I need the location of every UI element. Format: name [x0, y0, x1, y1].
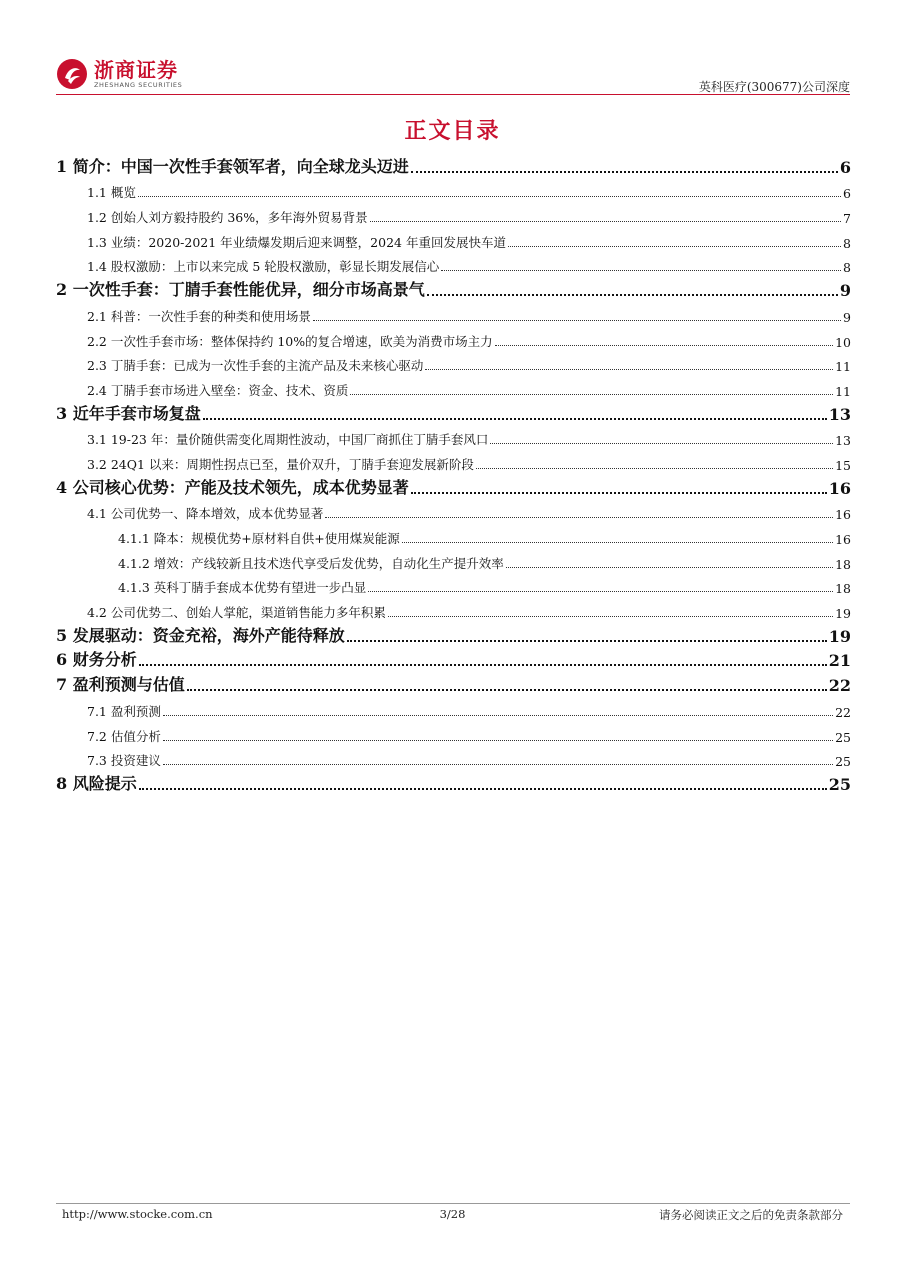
- toc-entry-level-2[interactable]: [56, 596, 851, 621]
- footer-page-number: 3/28: [439, 1207, 466, 1221]
- toc-entry-title: 4 公司核心优势：产能及技术领先，成本优势显著: [56, 477, 409, 497]
- logo-english-name: ZHESHANG SECURITIES: [94, 81, 183, 89]
- toc-entry-title: 7.3 投资建议: [87, 753, 161, 769]
- toc-entry-title: 1 简介：中国一次性手套领军者，向全球龙头迈进: [56, 156, 409, 176]
- toc-entry-page: 16: [835, 507, 851, 523]
- toc-entry-page: 11: [835, 383, 851, 399]
- toc-entry-level-1[interactable]: [56, 670, 851, 695]
- toc-leader-dots: [388, 616, 833, 617]
- toc-leader-dots: [163, 715, 833, 716]
- toc-entry-page: 25: [835, 729, 851, 745]
- toc-entry-level-1[interactable]: [56, 399, 851, 424]
- toc-leader-dots: [368, 591, 833, 592]
- toc-leader-dots: [495, 345, 833, 346]
- toc-leader-dots: [411, 171, 838, 173]
- toc-entry-title: 2.1 科普：一次性手套的种类和使用场景: [87, 308, 311, 324]
- toc-entry-page: 25: [835, 754, 851, 770]
- toc-entry-level-3[interactable]: [56, 547, 851, 572]
- toc-entry-title: 3 近年手套市场复盘: [56, 403, 201, 423]
- toc-entry-level-3[interactable]: [56, 572, 851, 597]
- toc-entry-level-1[interactable]: [56, 152, 851, 177]
- toc-entry-level-2[interactable]: [56, 226, 851, 251]
- toc-leader-dots: [476, 468, 833, 469]
- toc-entry-level-2[interactable]: [56, 325, 851, 350]
- toc-entry-title: 1.3 业绩：2020-2021 年业绩爆发期后迎来调整，2024 年重回发展快车道: [87, 234, 506, 250]
- toc-entry-title: 3.1 19-23 年：量价随供需变化周期性波动，中国厂商抓住丁腈手套风口: [87, 432, 489, 448]
- toc-entry-page: 16: [835, 532, 851, 547]
- zheshang-logo-icon: [56, 58, 88, 90]
- toc-entry-title: 4.1.3 英科丁腈手套成本优势有望进一步凸显: [118, 580, 367, 596]
- toc-entry-title: 1.4 股权激励：上市以来完成 5 轮股权激励，彰显长期发展信心: [87, 259, 440, 275]
- toc-leader-dots: [325, 517, 833, 518]
- footer-url[interactable]: http://www.stocke.com.cn: [62, 1207, 213, 1221]
- toc-entry-title: 4.2 公司优势二、创始人掌舵，渠道销售能力多年积累: [87, 605, 386, 621]
- toc-entry-page: 18: [835, 581, 851, 597]
- toc-entry-level-1[interactable]: [56, 473, 851, 498]
- toc-leader-dots: [427, 294, 838, 296]
- toc-entry-level-2[interactable]: [56, 251, 851, 276]
- toc-leader-dots: [425, 369, 833, 370]
- toc-entry-page: 25: [828, 774, 851, 794]
- toc-leader-dots: [313, 320, 841, 321]
- toc-entry-level-2[interactable]: [56, 350, 851, 375]
- toc-entry-page: 10: [835, 334, 851, 350]
- toc-entry-level-1[interactable]: [56, 769, 851, 794]
- toc-entry-page: 13: [835, 433, 851, 449]
- toc-entry-title: 2.3 丁腈手套：已成为一次性手套的主流产品及未来核心驱动: [87, 358, 424, 374]
- toc-leader-dots: [370, 221, 841, 222]
- toc-leader-dots: [402, 542, 833, 543]
- toc-entry-title: 2.2 一次性手套市场：整体保持约 10%的复合增速，欧美为消费市场主力: [87, 333, 493, 349]
- toc-entry-page: 8: [843, 260, 851, 276]
- brand-logo: [56, 58, 182, 90]
- toc-entry-page: 13: [828, 404, 851, 424]
- toc-entry-page: 19: [835, 606, 851, 622]
- toc-entry-title: 2 一次性手套：丁腈手套性能优异，细分市场高景气: [56, 280, 425, 300]
- footer-divider: [56, 1203, 850, 1204]
- toc-leader-dots: [347, 640, 827, 642]
- toc-entry-title: 4.1.1 降本：规模优势+原材料自供+使用煤炭能源: [118, 531, 400, 546]
- toc-entry-level-1[interactable]: [56, 275, 851, 300]
- logo-chinese-name: 浙商证券: [94, 58, 178, 82]
- toc-entry-page: 19: [828, 626, 851, 646]
- toc-entry-title: 8 风险提示: [56, 773, 137, 793]
- toc-leader-dots: [441, 270, 841, 271]
- toc-leader-dots: [508, 246, 841, 247]
- toc-entry-page: 21: [828, 651, 851, 671]
- toc-entry-level-2[interactable]: [56, 177, 851, 202]
- report-title: 英科医疗(300677)公司深度: [698, 80, 850, 94]
- toc-entry-title: 2.4 丁腈手套市场进入壁垒：资金、技术、资质: [87, 382, 349, 398]
- toc-entry-level-2[interactable]: [56, 300, 851, 325]
- toc-entry-level-3[interactable]: [56, 522, 851, 547]
- footer-disclaimer: 请务必阅读正文之后的免责条款部分: [659, 1208, 843, 1222]
- toc-leader-dots: [163, 740, 833, 741]
- toc-entry-level-1[interactable]: [56, 646, 851, 671]
- toc-entry-level-2[interactable]: [56, 201, 851, 226]
- toc-entry-level-2[interactable]: [56, 498, 851, 523]
- toc-leader-dots: [506, 567, 833, 568]
- toc-leader-dots: [163, 764, 833, 765]
- toc-leader-dots: [411, 492, 827, 494]
- toc-entry-title: 7 盈利预测与估值: [56, 675, 185, 695]
- toc-leader-dots: [139, 664, 827, 666]
- toc-entry-page: 6: [843, 186, 851, 202]
- toc-entry-level-2[interactable]: [56, 374, 851, 399]
- toc-entry-page: 15: [835, 457, 851, 473]
- toc-entry-title: 3.2 24Q1 以来：周期性拐点已至，量价双升，丁腈手套迎发展新阶段: [87, 456, 474, 472]
- toc-entry-page: 6: [839, 157, 851, 177]
- toc-entry-level-1[interactable]: [56, 621, 851, 646]
- toc-entry-level-2[interactable]: [56, 720, 851, 745]
- toc-entry-level-2[interactable]: [56, 695, 851, 720]
- toc-entry-title: 5 发展驱动：资金充裕，海外产能待释放: [56, 625, 345, 645]
- toc-leader-dots: [350, 394, 833, 395]
- toc-entry-title: 4.1 公司优势一、降本增效，成本优势显著: [87, 506, 324, 522]
- header-divider: [56, 94, 850, 95]
- toc-leader-dots: [490, 443, 833, 444]
- toc-entry-title: 1.1 概览: [87, 185, 136, 201]
- toc-title: 正文目录: [404, 118, 501, 144]
- toc-entry-page: 9: [843, 309, 851, 325]
- toc-entry-title: 7.2 估值分析: [87, 728, 161, 744]
- toc-entry-page: 7: [843, 211, 851, 227]
- toc-entry-title: 7.1 盈利预测: [87, 703, 161, 719]
- toc-entry-page: 22: [835, 704, 851, 720]
- toc-entry-title: 6 财务分析: [56, 650, 137, 670]
- toc-entry-page: 11: [835, 359, 851, 375]
- toc-leader-dots: [187, 689, 827, 691]
- toc-entry-level-2[interactable]: [56, 745, 851, 770]
- toc-entry-title: 1.2 创始人刘方毅持股约 36%，多年海外贸易背景: [87, 210, 368, 226]
- toc-entry-level-2[interactable]: [56, 424, 851, 449]
- toc-leader-dots: [203, 418, 827, 420]
- toc-entry-title: 4.1.2 增效：产线较新且技术迭代享受后发优势，自动化生产提升效率: [118, 555, 504, 571]
- toc-entry-page: 8: [843, 235, 851, 251]
- toc-entry-level-2[interactable]: [56, 448, 851, 473]
- toc-entry-page: 22: [828, 676, 851, 696]
- toc-leader-dots: [138, 196, 841, 197]
- page-header: [56, 56, 850, 96]
- table-of-contents: [56, 152, 851, 794]
- toc-leader-dots: [139, 788, 827, 790]
- toc-entry-page: 9: [839, 281, 851, 301]
- toc-entry-page: 16: [828, 478, 851, 498]
- toc-entry-page: 18: [835, 556, 851, 572]
